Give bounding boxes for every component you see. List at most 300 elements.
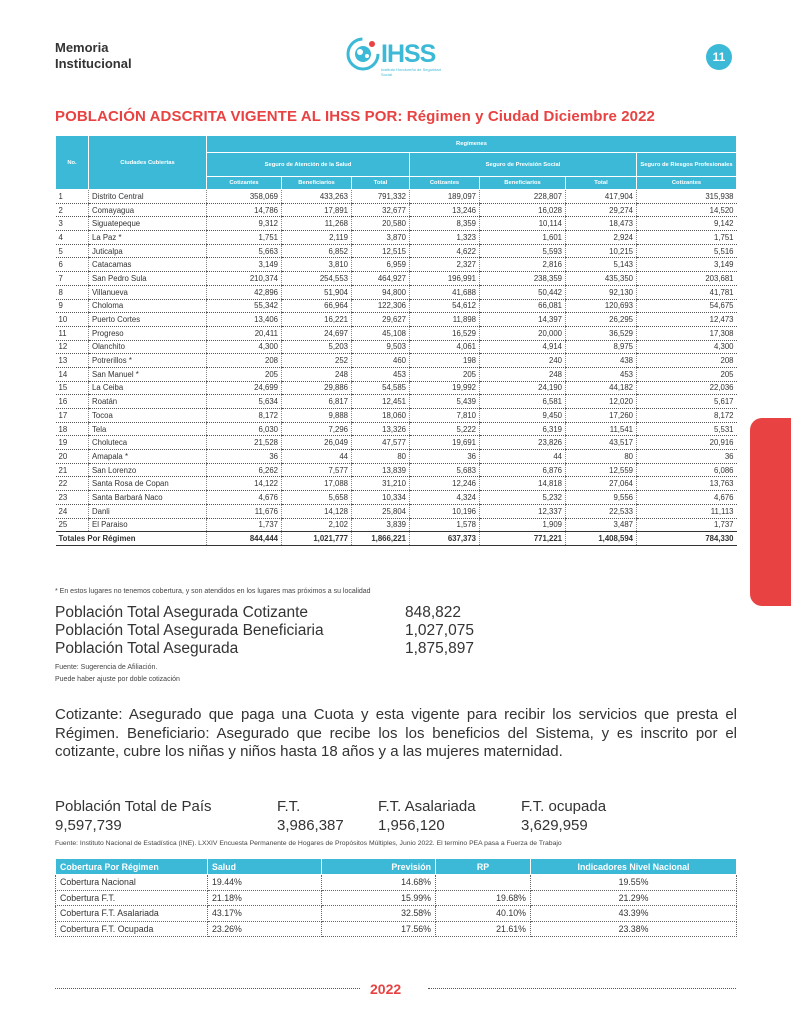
table-cell: 2,119 [282, 231, 352, 245]
table-cell: 5,663 [207, 244, 282, 258]
header-cotizantes: Cotizantes [207, 177, 282, 190]
table-cell: 94,800 [352, 285, 410, 299]
table-cell: 29,274 [566, 203, 637, 217]
document-title-line1: Memoria [55, 40, 109, 55]
table-cell: 17,260 [566, 409, 637, 423]
city-name: Danli [89, 504, 207, 518]
table-cell: 11,113 [637, 504, 737, 518]
header-cotizantes: Cotizantes [410, 177, 480, 190]
population-label: Población Total de País [55, 798, 212, 815]
table-cell: 9,888 [282, 409, 352, 423]
table-row [56, 285, 737, 299]
table-cell: 12,515 [352, 244, 410, 258]
coverage-label: Cobertura F.T. Asalariada [56, 906, 208, 922]
table-cell: 122,306 [352, 299, 410, 313]
totals-cell: 1,021,777 [282, 532, 352, 546]
header-no: No. [56, 136, 89, 190]
table-cell: 3,870 [352, 231, 410, 245]
table-cell: 433,263 [282, 190, 352, 204]
table-cell: 205 [410, 367, 480, 381]
header-regimes: Regímenes [207, 136, 737, 153]
table-cell: 16,529 [410, 326, 480, 340]
table-cell: 20,916 [637, 436, 737, 450]
summary-label: Población Total Asegurada Beneficiaria [55, 622, 324, 639]
city-name: Amapala * [89, 450, 207, 464]
source-note-ine: Fuente: Instituto Nacional de Estadística (INE). LXXIV Encuesta Permanente de Hogares de Propósitos Múltiples, Junio 2022. El termino PEA pasa a Fuerza de Trabajo [55, 840, 562, 847]
table-cell: 3,839 [352, 518, 410, 532]
table-cell: 4,324 [410, 491, 480, 505]
population-stat [378, 797, 476, 835]
coverage-row [56, 921, 737, 937]
city-name: Choloma [89, 299, 207, 313]
population-value: 3,986,387 [277, 817, 344, 834]
table-cell: 464,927 [352, 272, 410, 286]
coverage-cell: 23.38% [531, 921, 737, 937]
table-cell: 51,904 [282, 285, 352, 299]
table-cell: 13,763 [637, 477, 737, 491]
totals-row [56, 532, 737, 546]
city-name: Villanueva [89, 285, 207, 299]
totals-cell: 637,373 [410, 532, 480, 546]
table-cell: 4,914 [480, 340, 566, 354]
row-number: 18 [56, 422, 89, 436]
row-number: 21 [56, 463, 89, 477]
table-cell: 5,617 [637, 395, 737, 409]
coverage-cell: 43.17% [208, 906, 322, 922]
population-table-body [56, 190, 737, 546]
row-number: 17 [56, 409, 89, 423]
table-row [56, 340, 737, 354]
table-cell: 54,585 [352, 381, 410, 395]
table-row [56, 258, 737, 272]
city-name: Catacamas [89, 258, 207, 272]
table-cell: 19,992 [410, 381, 480, 395]
header-cities: Ciudades Cubiertas [89, 136, 207, 190]
table-row [56, 217, 737, 231]
coverage-label: Cobertura Nacional [56, 875, 208, 891]
row-number: 15 [56, 381, 89, 395]
table-cell: 32,677 [352, 203, 410, 217]
table-cell: 228,807 [480, 190, 566, 204]
totals-cell: 844,444 [207, 532, 282, 546]
table-cell: 9,312 [207, 217, 282, 231]
summary-row [55, 640, 474, 658]
table-cell: 22,533 [566, 504, 637, 518]
table-cell: 11,268 [282, 217, 352, 231]
population-label: F.T. Asalariada [378, 798, 476, 815]
table-cell: 14,122 [207, 477, 282, 491]
table-cell: 1,751 [637, 231, 737, 245]
coverage-label: Cobertura F.T. Ocupada [56, 921, 208, 937]
coverage-header: Indicadores Nivel Nacional [531, 859, 737, 875]
table-cell: 21,528 [207, 436, 282, 450]
table-cell: 4,676 [207, 491, 282, 505]
city-name: Progreso [89, 326, 207, 340]
table-cell: 14,786 [207, 203, 282, 217]
table-cell: 8,172 [207, 409, 282, 423]
table-cell: 1,578 [410, 518, 480, 532]
table-cell: 254,553 [282, 272, 352, 286]
totals-cell: 1,408,594 [566, 532, 637, 546]
table-row [56, 190, 737, 204]
city-name: Puerto Cortes [89, 313, 207, 327]
table-cell: 248 [282, 367, 352, 381]
table-cell: 417,904 [566, 190, 637, 204]
table-cell: 3,149 [637, 258, 737, 272]
table-row [56, 395, 737, 409]
table-cell: 240 [480, 354, 566, 368]
table-cell: 12,451 [352, 395, 410, 409]
city-name: Tela [89, 422, 207, 436]
document-title [55, 40, 132, 72]
table-cell: 12,020 [566, 395, 637, 409]
table-cell: 9,142 [637, 217, 737, 231]
table-cell: 54,675 [637, 299, 737, 313]
table-row [56, 409, 737, 423]
table-cell: 36 [207, 450, 282, 464]
header-sps: Seguro de Previsión Social [410, 153, 637, 177]
coverage-header: Previsión [322, 859, 436, 875]
table-cell: 4,300 [207, 340, 282, 354]
table-cell: 8,975 [566, 340, 637, 354]
table-cell: 36 [637, 450, 737, 464]
table-cell: 4,622 [410, 244, 480, 258]
footnote: * En estos lugares no tenemos cobertura, y son atendidos en los lugares mas próximos a su localidad [55, 588, 371, 595]
city-name: San Pedro Sula [89, 272, 207, 286]
table-row [56, 491, 737, 505]
table-row [56, 272, 737, 286]
summary-value: 1,875,897 [405, 640, 474, 657]
row-number: 20 [56, 450, 89, 464]
table-cell: 438 [566, 354, 637, 368]
table-cell: 3,149 [207, 258, 282, 272]
table-cell: 2,816 [480, 258, 566, 272]
table-cell: 453 [566, 367, 637, 381]
table-cell: 208 [637, 354, 737, 368]
table-cell: 25,804 [352, 504, 410, 518]
table-cell: 80 [352, 450, 410, 464]
table-row [56, 313, 737, 327]
table-cell: 5,516 [637, 244, 737, 258]
table-cell: 205 [637, 367, 737, 381]
header-total: Total [352, 177, 410, 190]
city-name: Tocoa [89, 409, 207, 423]
city-name: San Manuel * [89, 367, 207, 381]
coverage-table-body [56, 875, 737, 937]
document-title-line2: Institucional [55, 56, 132, 71]
coverage-header: Salud [208, 859, 322, 875]
city-name: Santa Rosa de Copan [89, 477, 207, 491]
summary-totals [55, 604, 474, 658]
table-cell: 6,959 [352, 258, 410, 272]
table-cell: 208 [207, 354, 282, 368]
table-cell: 358,069 [207, 190, 282, 204]
table-cell: 12,246 [410, 477, 480, 491]
city-name: Juticalpa [89, 244, 207, 258]
population-stat [55, 797, 212, 835]
table-cell: 18,060 [352, 409, 410, 423]
header-beneficiarios: Beneficiarios [282, 177, 352, 190]
table-cell: 3,810 [282, 258, 352, 272]
table-cell: 5,203 [282, 340, 352, 354]
table-cell: 55,342 [207, 299, 282, 313]
table-cell: 24,699 [207, 381, 282, 395]
table-cell: 1,737 [637, 518, 737, 532]
row-number: 25 [56, 518, 89, 532]
table-cell: 1,737 [207, 518, 282, 532]
table-cell: 11,898 [410, 313, 480, 327]
table-cell: 10,215 [566, 244, 637, 258]
table-cell: 12,473 [637, 313, 737, 327]
side-tab-decoration [750, 418, 791, 606]
table-cell: 14,520 [637, 203, 737, 217]
table-cell: 26,049 [282, 436, 352, 450]
table-cell: 2,102 [282, 518, 352, 532]
table-cell: 14,397 [480, 313, 566, 327]
table-cell: 11,676 [207, 504, 282, 518]
city-name: San Lorenzo [89, 463, 207, 477]
table-cell: 10,196 [410, 504, 480, 518]
coverage-cell: 32.58% [322, 906, 436, 922]
table-cell: 44,182 [566, 381, 637, 395]
population-stat [521, 797, 606, 835]
table-cell: 92,130 [566, 285, 637, 299]
header-sas: Seguro de Atención de la Salud [207, 153, 410, 177]
source-line: Puede haber ajuste por doble cotización [55, 676, 180, 683]
table-cell: 5,531 [637, 422, 737, 436]
source-note [55, 662, 180, 686]
city-name: Distrito Central [89, 190, 207, 204]
table-cell: 8,172 [637, 409, 737, 423]
coverage-cell: 14.68% [322, 875, 436, 891]
row-number: 12 [56, 340, 89, 354]
table-cell: 460 [352, 354, 410, 368]
table-cell: 36 [410, 450, 480, 464]
table-row [56, 381, 737, 395]
table-cell: 1,601 [480, 231, 566, 245]
table-cell: 20,411 [207, 326, 282, 340]
table-cell: 41,688 [410, 285, 480, 299]
table-cell: 44 [480, 450, 566, 464]
table-cell: 17,308 [637, 326, 737, 340]
table-cell: 6,852 [282, 244, 352, 258]
city-name: Siguatepeque [89, 217, 207, 231]
table-row [56, 422, 737, 436]
table-cell: 435,350 [566, 272, 637, 286]
table-row [56, 367, 737, 381]
table-cell: 315,938 [637, 190, 737, 204]
table-cell: 3,487 [566, 518, 637, 532]
row-number: 10 [56, 313, 89, 327]
coverage-cell: 21.29% [531, 890, 737, 906]
table-row [56, 203, 737, 217]
table-cell: 210,374 [207, 272, 282, 286]
table-cell: 5,439 [410, 395, 480, 409]
table-cell: 6,030 [207, 422, 282, 436]
table-cell: 5,683 [410, 463, 480, 477]
summary-row [55, 604, 474, 622]
table-cell: 31,210 [352, 477, 410, 491]
table-cell: 196,991 [410, 272, 480, 286]
table-cell: 19,691 [410, 436, 480, 450]
table-cell: 9,450 [480, 409, 566, 423]
header-total: Total [566, 177, 637, 190]
row-number: 19 [56, 436, 89, 450]
summary-value: 848,822 [405, 604, 462, 621]
row-number: 14 [56, 367, 89, 381]
table-cell: 43,517 [566, 436, 637, 450]
table-cell: 66,964 [282, 299, 352, 313]
row-number: 8 [56, 285, 89, 299]
table-cell: 6,581 [480, 395, 566, 409]
totals-label: Totales Por Régimen [56, 532, 207, 546]
table-cell: 13,326 [352, 422, 410, 436]
header-beneficiarios: Beneficiarios [480, 177, 566, 190]
table-cell: 120,693 [566, 299, 637, 313]
table-cell: 54,612 [410, 299, 480, 313]
table-cell: 11,541 [566, 422, 637, 436]
city-name: Santa Barbará Naco [89, 491, 207, 505]
table-cell: 10,114 [480, 217, 566, 231]
table-cell: 20,000 [480, 326, 566, 340]
table-cell: 9,556 [566, 491, 637, 505]
table-cell: 2,327 [410, 258, 480, 272]
table-cell: 5,593 [480, 244, 566, 258]
coverage-header: Cobertura Por Régimen [56, 859, 208, 875]
table-cell: 205 [207, 367, 282, 381]
table-cell: 50,442 [480, 285, 566, 299]
population-value: 3,629,959 [521, 817, 588, 834]
table-row [56, 504, 737, 518]
row-number: 1 [56, 190, 89, 204]
coverage-table [55, 858, 737, 937]
row-number: 13 [56, 354, 89, 368]
population-value: 1,956,120 [378, 817, 445, 834]
table-cell: 6,876 [480, 463, 566, 477]
row-number: 23 [56, 491, 89, 505]
table-cell: 2,924 [566, 231, 637, 245]
totals-cell: 771,221 [480, 532, 566, 546]
table-cell: 5,658 [282, 491, 352, 505]
row-number: 3 [56, 217, 89, 231]
city-name: Comayagua [89, 203, 207, 217]
table-cell: 36,529 [566, 326, 637, 340]
table-row [56, 231, 737, 245]
definitions-paragraph: Cotizante: Asegurado que paga una Cuota y esta vigente para recibir los servicios que presta el Régimen. Beneficiario: Asegurado que recibe los los beneficios del Sistema, y es inscrito por el cotizante, cubre los niñas y niños hasta 18 años y a las mujeres maternidad. [55, 706, 737, 760]
table-cell: 4,300 [637, 340, 737, 354]
population-stat [277, 797, 344, 835]
row-number: 11 [56, 326, 89, 340]
summary-value: 1,027,075 [405, 622, 474, 639]
table-cell: 7,810 [410, 409, 480, 423]
totals-cell: 1,866,221 [352, 532, 410, 546]
section-title: POBLACIÓN ADSCRITA VIGENTE AL IHSS POR: Régimen y Ciudad Diciembre 2022 [55, 108, 655, 125]
table-cell: 453 [352, 367, 410, 381]
table-cell: 14,128 [282, 504, 352, 518]
population-table [55, 135, 737, 546]
table-cell: 45,108 [352, 326, 410, 340]
table-cell: 13,406 [207, 313, 282, 327]
population-label: F.T. ocupada [521, 798, 607, 815]
row-number: 22 [56, 477, 89, 491]
table-cell: 20,580 [352, 217, 410, 231]
header-cotizantes: Cotizantes [637, 177, 737, 190]
row-number: 16 [56, 395, 89, 409]
row-number: 7 [56, 272, 89, 286]
table-cell: 47,577 [352, 436, 410, 450]
coverage-cell: 15.99% [322, 890, 436, 906]
table-cell: 189,097 [410, 190, 480, 204]
table-cell: 1,751 [207, 231, 282, 245]
table-cell: 8,359 [410, 217, 480, 231]
table-cell: 6,319 [480, 422, 566, 436]
coverage-label: Cobertura F.T. [56, 890, 208, 906]
table-row [56, 518, 737, 532]
table-cell: 252 [282, 354, 352, 368]
footer-year: 2022 [370, 981, 402, 997]
city-name: Roatán [89, 395, 207, 409]
ihss-emblem-icon [345, 36, 381, 74]
logo-text: IHSS [381, 40, 436, 68]
coverage-row [56, 875, 737, 891]
city-name: La Ceiba [89, 381, 207, 395]
table-cell: 198 [410, 354, 480, 368]
table-cell: 42,896 [207, 285, 282, 299]
table-cell: 4,676 [637, 491, 737, 505]
table-cell: 6,817 [282, 395, 352, 409]
table-cell: 6,086 [637, 463, 737, 477]
summary-label: Población Total Asegurada Cotizante [55, 604, 309, 621]
table-cell: 29,627 [352, 313, 410, 327]
table-cell: 791,332 [352, 190, 410, 204]
row-number: 9 [56, 299, 89, 313]
table-cell: 4,061 [410, 340, 480, 354]
summary-label: Población Total Asegurada [55, 640, 239, 657]
table-cell: 7,296 [282, 422, 352, 436]
coverage-cell: 43.39% [531, 906, 737, 922]
coverage-cell: 19.44% [208, 875, 322, 891]
coverage-header: RP [436, 859, 531, 875]
population-label: F.T. [277, 798, 301, 815]
table-cell: 13,839 [352, 463, 410, 477]
row-number: 4 [56, 231, 89, 245]
footer-divider [428, 988, 736, 989]
table-cell: 26,295 [566, 313, 637, 327]
coverage-cell: 19.55% [531, 875, 737, 891]
table-row [56, 354, 737, 368]
city-name: La Paz * [89, 231, 207, 245]
population-value: 9,597,739 [55, 817, 122, 834]
table-cell: 248 [480, 367, 566, 381]
table-cell: 5,222 [410, 422, 480, 436]
coverage-cell: 21.18% [208, 890, 322, 906]
coverage-row [56, 890, 737, 906]
table-row [56, 436, 737, 450]
table-cell: 1,909 [480, 518, 566, 532]
table-cell: 18,473 [566, 217, 637, 231]
table-cell: 12,337 [480, 504, 566, 518]
row-number: 2 [56, 203, 89, 217]
row-number: 24 [56, 504, 89, 518]
coverage-cell: 19.68% [436, 890, 531, 906]
table-cell: 5,634 [207, 395, 282, 409]
ihss-logo [345, 36, 450, 76]
table-row [56, 299, 737, 313]
table-cell: 80 [566, 450, 637, 464]
coverage-cell: 23.26% [208, 921, 322, 937]
table-cell: 9,503 [352, 340, 410, 354]
table-cell: 5,143 [566, 258, 637, 272]
